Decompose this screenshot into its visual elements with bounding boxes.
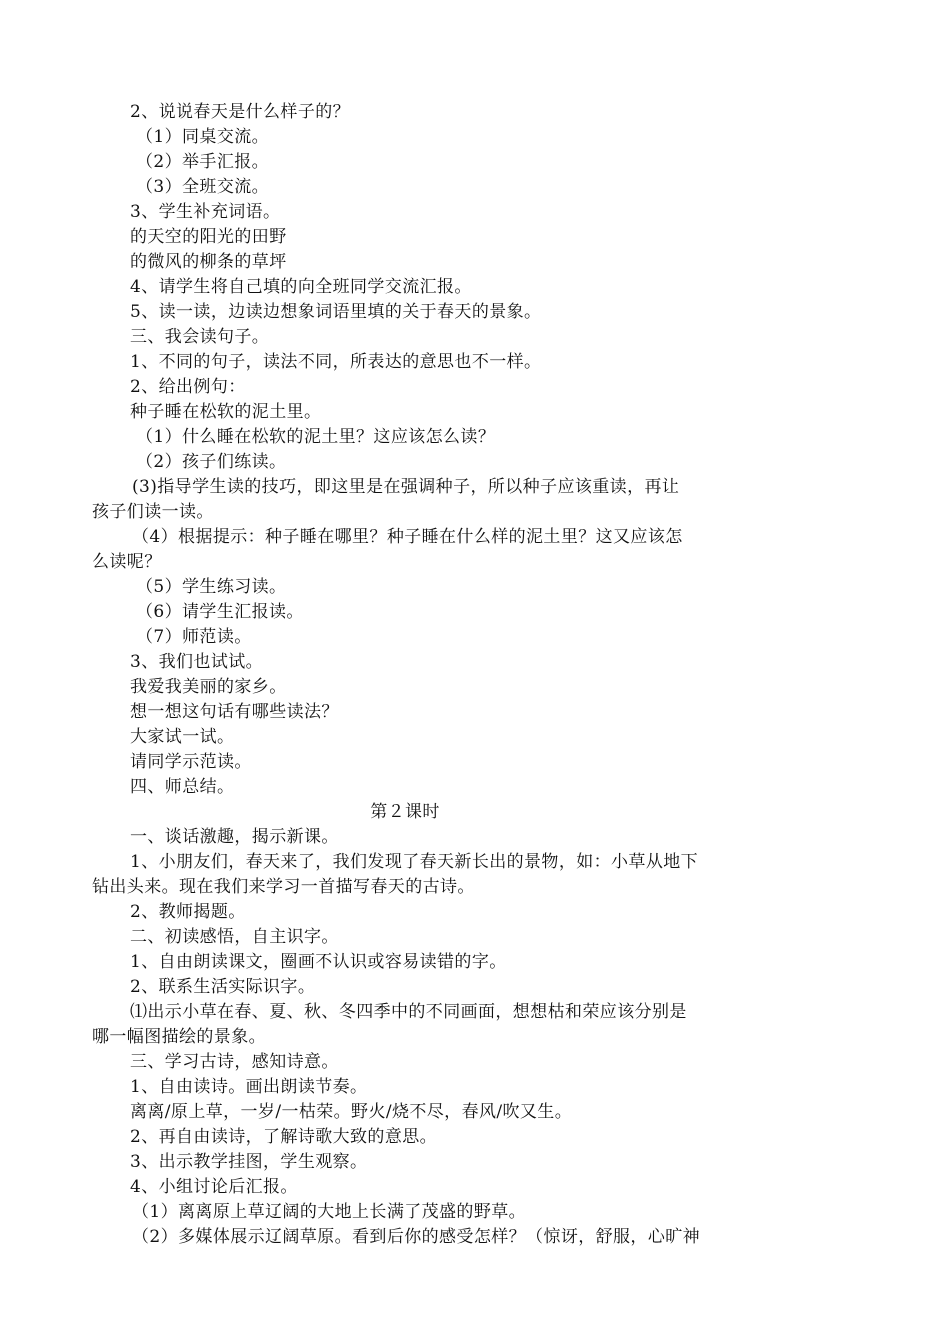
text-line: 么读呢？: [92, 552, 162, 572]
text-line: （1）离离原上草辽阔的大地上长满了茂盛的野草。: [132, 1202, 527, 1222]
text-line: 3、我们也试试。: [130, 652, 264, 672]
text-line: 的天空的阳光的田野: [130, 227, 287, 247]
section-heading: 一、谈话激趣，揭示新课。: [130, 827, 339, 847]
text-line: （2）孩子们练读。: [136, 452, 287, 472]
text-line: （5）学生练习读。: [136, 577, 287, 597]
text-line: 1、不同的句子，读法不同，所表达的意思也不一样。: [130, 352, 542, 372]
text-line: 1、自由朗读课文，圈画不认识或容易读错的字。: [130, 952, 507, 972]
text-line: 想一想这句话有哪些读法？: [130, 702, 339, 722]
text-line: （4）根据提示：种子睡在哪里？种子睡在什么样的泥土里？这又应该怎: [132, 527, 683, 547]
text-line: 4、请学生将自己填的向全班同学交流汇报。: [130, 277, 472, 297]
text-line: （3）全班交流。: [136, 177, 270, 197]
text-line: 2、教师揭题。: [130, 902, 246, 922]
text-line: 2、给出例句：: [130, 377, 246, 397]
text-line: （6）请学生汇报读。: [136, 602, 304, 622]
text-line: 5、读一读，边读边想象词语里填的关于春天的景象。: [130, 302, 542, 322]
text-line: 的微风的柳条的草坪: [130, 252, 287, 272]
text-line: 大家试一试。: [130, 727, 235, 747]
section-heading: 二、初读感悟，自主识字。: [130, 927, 339, 947]
text-line: 1、自由读诗。画出朗读节奏。: [130, 1077, 368, 1097]
text-line: 1、小朋友们，春天来了，我们发现了春天新长出的景物，如：小草从地下: [130, 852, 699, 872]
text-line: 哪一幅图描绘的景象。: [92, 1027, 266, 1047]
text-line: 2、说说春天是什么样子的？: [130, 102, 351, 122]
text-line: （2）多媒体展示辽阔草原。看到后你的感受怎样？（惊讶，舒服，心旷神: [132, 1227, 701, 1247]
text-line: ⑴出示小草在春、夏、秋、冬四季中的不同画面，想想枯和荣应该分别是: [130, 1002, 687, 1022]
text-line: 孩子们读一读。: [92, 502, 214, 522]
text-line: （1）什么睡在松软的泥土里？这应该怎么读？: [136, 427, 496, 447]
text-line: 3、出示教学挂图，学生观察。: [130, 1152, 368, 1172]
text-line: 种子睡在松软的泥土里。: [130, 402, 322, 422]
section-heading: 三、学习古诗，感知诗意。: [130, 1052, 339, 1072]
text-line: 2、联系生活实际识字。: [130, 977, 316, 997]
text-line: （7）师范读。: [136, 627, 252, 647]
section-heading: 四、师总结。: [130, 777, 235, 797]
text-line: 请同学示范读。: [130, 752, 252, 772]
text-line: （1）同桌交流。: [136, 127, 270, 147]
text-line: 3、学生补充词语。: [130, 202, 281, 222]
lesson-title: 第２课时: [370, 802, 440, 822]
poem-line: 离离/原上草，一岁/一枯荣。野火/烧不尽，春风/吹又生。: [130, 1102, 573, 1122]
text-line: 我爱我美丽的家乡。: [130, 677, 287, 697]
text-line: （2）举手汇报。: [136, 152, 270, 172]
text-line: (3)指导学生读的技巧，即这里是在强调种子，所以种子应该重读，再让: [132, 477, 680, 497]
text-line: 2、再自由读诗，了解诗歌大致的意思。: [130, 1127, 438, 1147]
text-line: 4、小组讨论后汇报。: [130, 1177, 298, 1197]
section-heading: 三、我会读句子。: [130, 327, 270, 347]
text-line: 钻出头来。现在我们来学习一首描写春天的古诗。: [92, 877, 475, 897]
